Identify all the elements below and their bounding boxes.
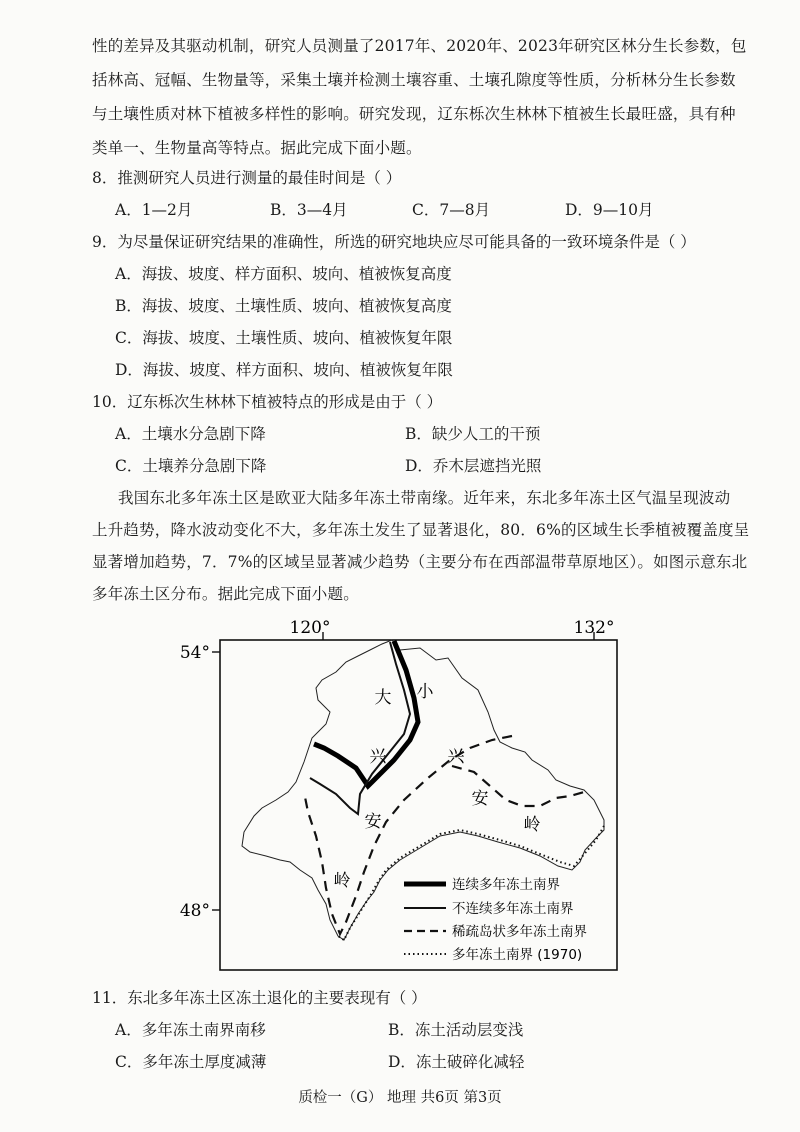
- discontinuous-permafrost-boundary: [310, 642, 410, 814]
- question-9-stem: 9．为尽量保证研究结果的准确性，所选的研究地块应尽可能具备的一致环境条件是（ ）: [92, 233, 696, 251]
- question-11-option-a: A．多年冻土南界南移: [115, 1021, 266, 1039]
- question-9-option-c: C．海拔、坡度、土壤性质、坡向、植被恢复年限: [115, 329, 453, 347]
- question-8-option-b: B．3—4月: [270, 201, 348, 219]
- question-8-option-c: C．7—8月: [412, 201, 491, 219]
- question-8-option-d: D．9—10月: [565, 201, 654, 219]
- question-10-stem: 10．辽东栎次生林林下植被特点的形成是由于（ ）: [92, 393, 443, 411]
- question-11-option-b: B．冻土活动层变浅: [388, 1021, 524, 1039]
- passage1-line-3: 与土壤性质对林下植被多样性的影响。研究发现，辽东栎次生林林下植被生长最旺盛，具有种: [92, 105, 736, 123]
- map-legend: [398, 872, 610, 964]
- question-10-option-a: A．土壤水分急剧下降: [115, 425, 266, 443]
- question-10-option-b: B．缺少人工的干预: [405, 425, 541, 443]
- passage2-line-1: 我国东北多年冻土区是欧亚大陆多年冻土带南缘。近年来，东北多年冻土区气温呈现波动: [118, 489, 731, 507]
- question-8-stem: 8．推测研究人员进行测量的最佳时间是（ ）: [92, 169, 402, 187]
- question-11-option-c: C．多年冻土厚度减薄: [115, 1053, 267, 1071]
- question-10-option-c: C．土壤养分急剧下降: [115, 457, 267, 475]
- question-11-stem: 11．东北多年冻土区冻土退化的主要表现有（ ）: [92, 989, 427, 1007]
- lon-label-132: 132°: [573, 618, 615, 638]
- legend-label-continuous: 连续多年冻土南界: [452, 877, 560, 893]
- question-9-option-b: B．海拔、坡度、土壤性质、坡向、植被恢复高度: [115, 297, 452, 315]
- passage1-line-2: 括林高、冠幅、生物量等，采集土壤并检测土壤容重、土壤孔隙度等性质，分析林分生长参数: [92, 71, 736, 89]
- question-9-option-a: A．海拔、坡度、样方面积、坡向、植被恢复高度: [115, 265, 452, 283]
- place-label-an-2: 安: [471, 789, 489, 809]
- place-label-da: 大: [374, 688, 392, 708]
- question-9-option-d: D．海拔、坡度、样方面积、坡向、植被恢复年限: [115, 361, 453, 379]
- passage2-line-3: 显著增加趋势，7．7%的区域呈显著减少趋势（主要分布在西部温带草原地区）。如图示意东北: [92, 553, 748, 571]
- question-11-option-d: D．冻土破碎化减轻: [388, 1053, 525, 1071]
- legend-label-sparse-island: 稀疏岛状多年冻土南界: [452, 924, 587, 940]
- legend-label-discontinuous: 不连续多年冻土南界: [452, 901, 574, 917]
- lon-label-120: 120°: [289, 618, 331, 638]
- place-label-xing-2: 兴: [447, 747, 465, 767]
- passage2-line-2: 上升趋势，降水波动变化不大，多年冻土发生了显著退化，80．6%的区域生长季植被覆盖度呈: [92, 521, 750, 539]
- place-label-xiao: 小: [416, 682, 434, 702]
- place-label-ling-1: 岭: [333, 871, 351, 891]
- place-label-xing-1: 兴: [369, 747, 387, 767]
- lat-label-54: 54°: [179, 643, 210, 663]
- place-label-an-1: 安: [364, 812, 382, 832]
- passage1-line-4: 类单一、生物量高等特点。据此完成下面小题。: [92, 139, 422, 157]
- question-8-option-a: A．1—2月: [115, 201, 193, 219]
- question-10-option-d: D．乔木层遮挡光照: [405, 457, 542, 475]
- legend-label-1970: 多年冻土南界 (1970): [452, 947, 583, 963]
- lat-label-48: 48°: [179, 901, 210, 921]
- permafrost-map: [0, 600, 800, 980]
- passage2-line-4: 多年冻土区分布。据此完成下面小题。: [92, 585, 359, 603]
- passage1-line-1: 性的差异及其驱动机制，研究人员测量了2017年、2020年、2023年研究区林分生长参数，包: [92, 37, 747, 55]
- place-label-ling-2: 岭: [523, 815, 541, 835]
- page-footer: 质检一（G） 地理 共6页 第3页: [298, 1090, 502, 1106]
